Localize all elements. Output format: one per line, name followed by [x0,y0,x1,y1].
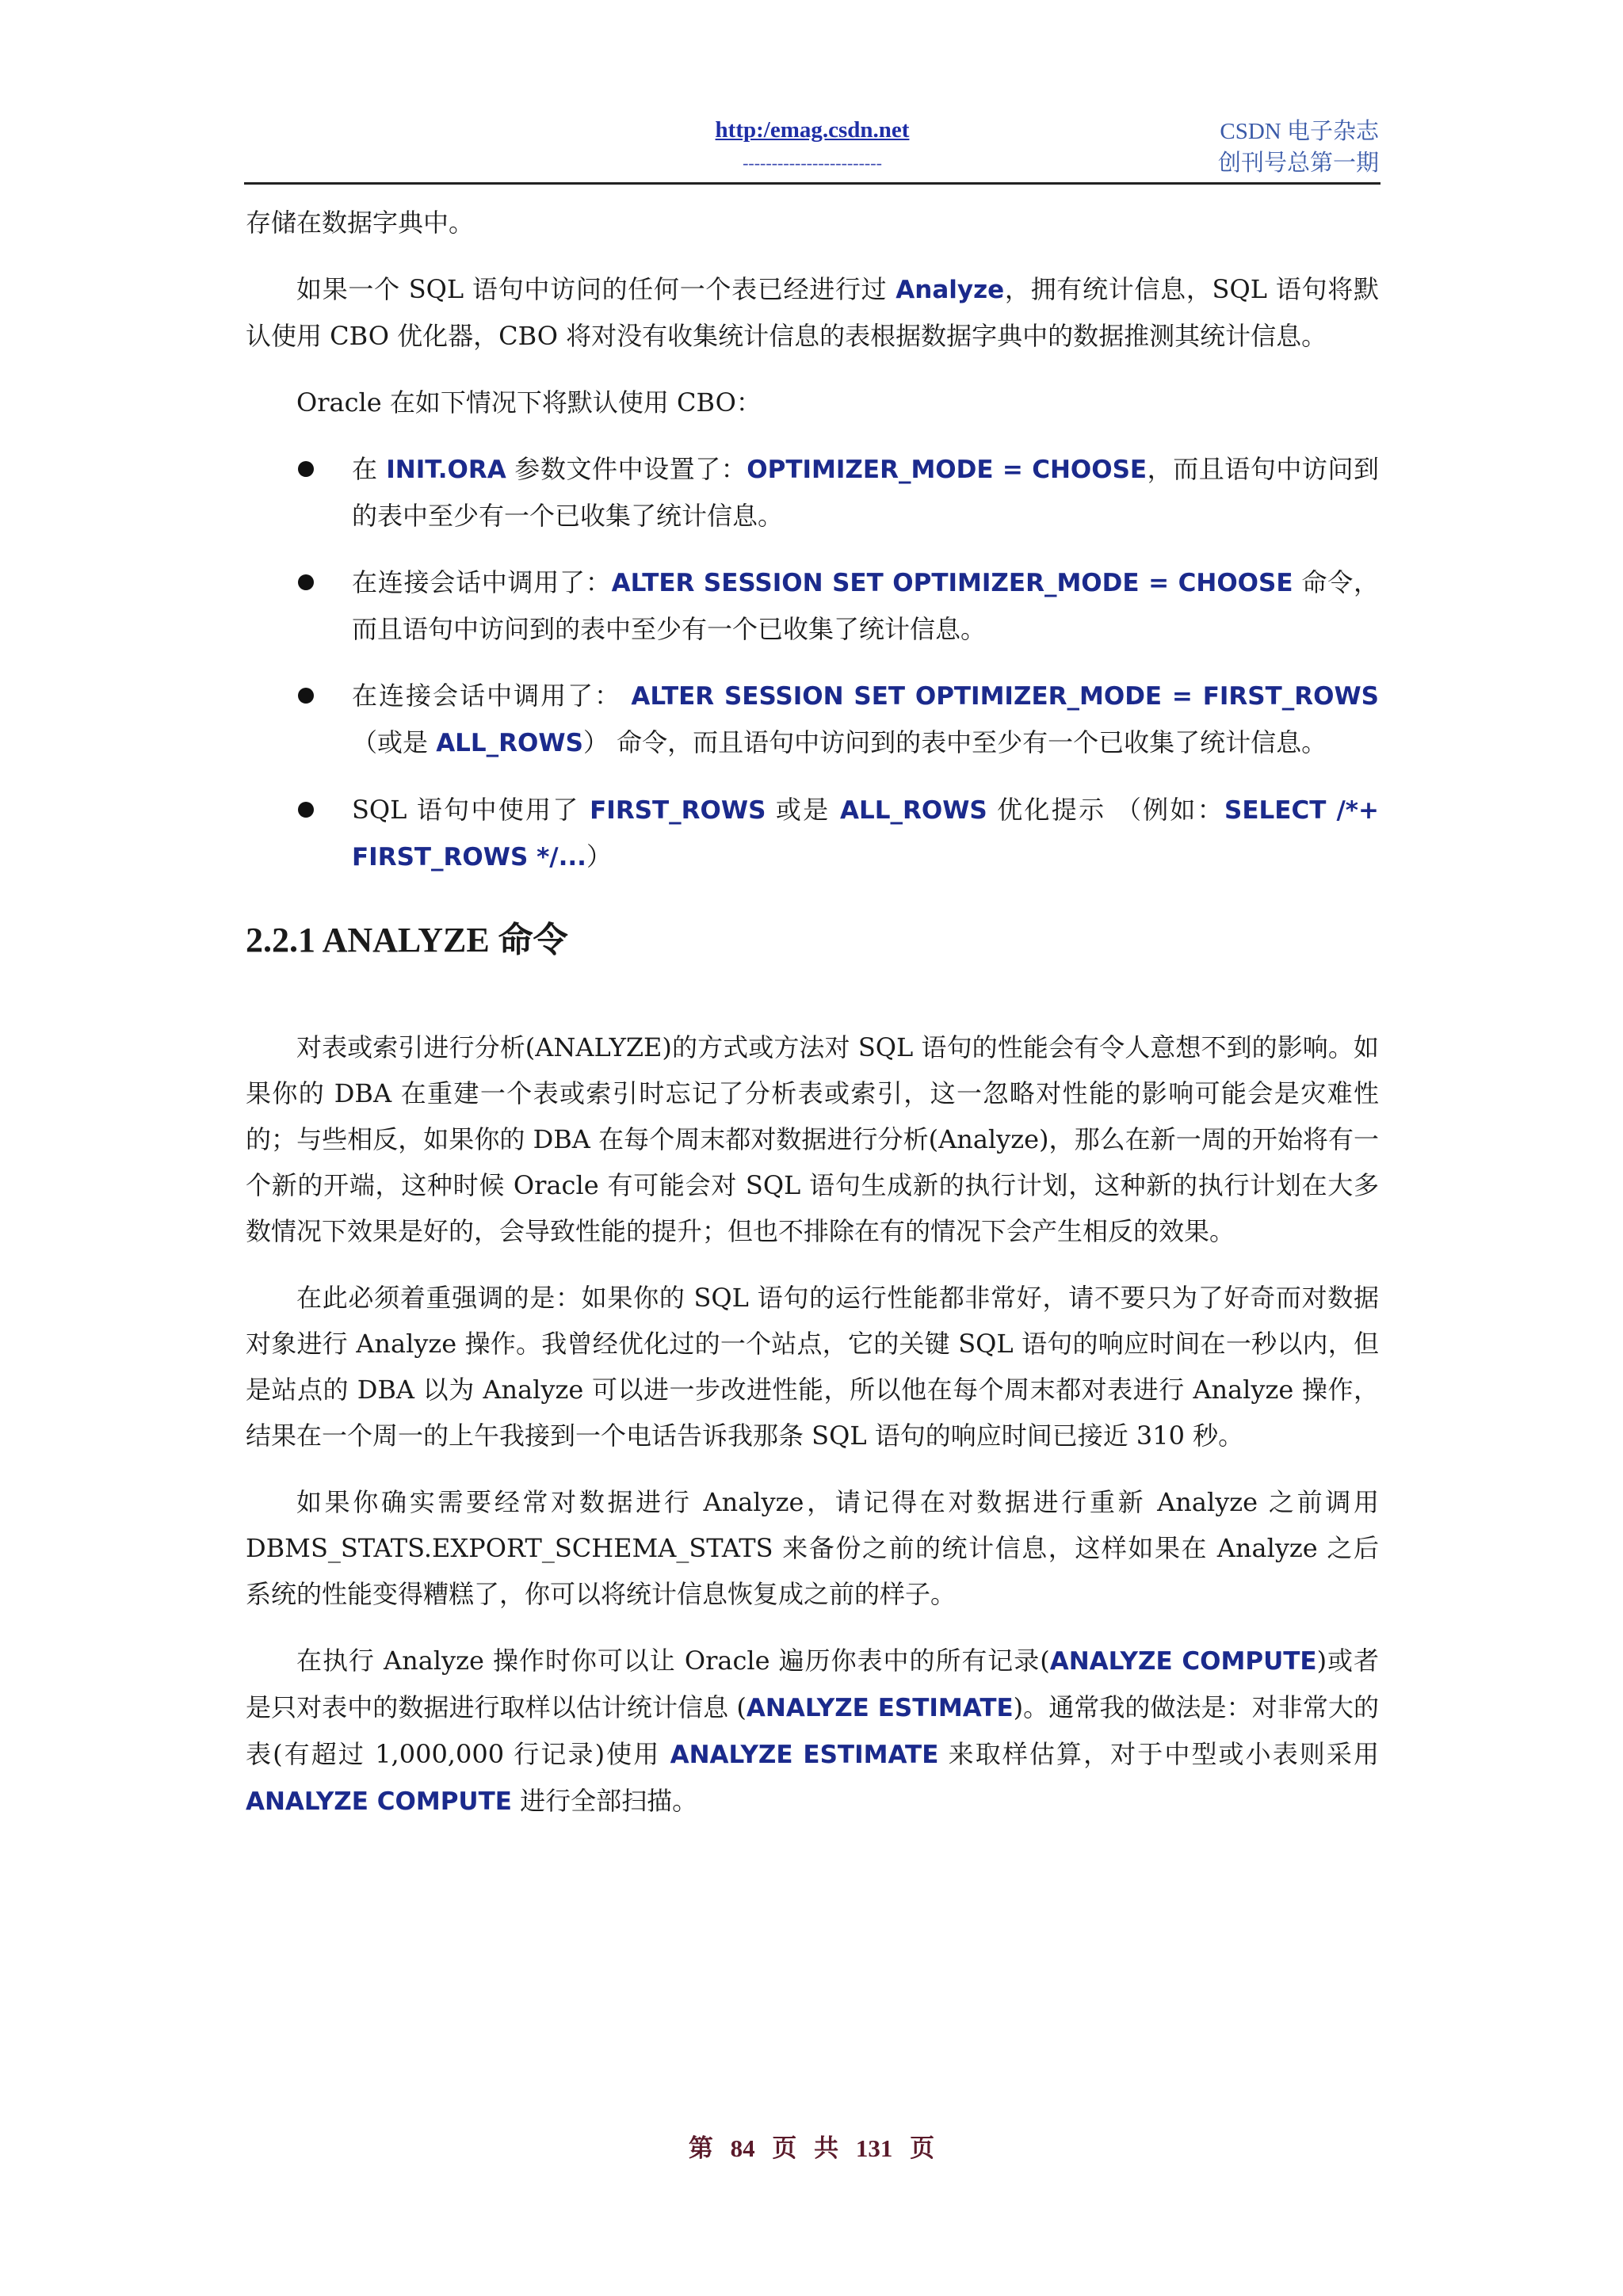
list-item: 在连接会话中调用了： ALTER SESSION SET OPTIMIZER_MODE = FIRST_ROWS（或是 ALL_ROWS） 命令，而且语句中访问到的表中至少有一个已收集了统计信息。 [246,673,1379,766]
paragraph-2: 如果一个 SQL 语句中访问的任何一个表已经进行过 Analyze，拥有统计信息，SQL 语句将默认使用 CBO 优化器，CBO 将对没有收集统计信息的表根据数据字典中的数据推测其统计信息。 [246,274,1379,351]
header-magazine-info [1218,116,1379,179]
bullet-icon [298,574,314,590]
page-content [246,200,1379,1845]
list-item: 在连接会话中调用了：ALTER SESSION SET OPTIMIZER_MODE = CHOOSE 命令，而且语句中访问到的表中至少有一个已收集了统计信息。 [246,559,1379,652]
paragraph-4: 对表或索引进行分析(ANALYZE)的方式或方法对 SQL 语句的性能会有令人意想不到的影响。如果你的 DBA 在重建一个表或索引时忘记了分析表或索引，这一忽略对性能的影响可能会是灾难性的；与些相反，如果你的 DBA 在每个周末都对数据进行分析(Analyze)，那么在新一周的开始将有一个新的开端，这种时候 Oracle 有可能会对 SQL 语句生成新的执行计划，这种新的执行计划在大多数情况下效果是好的，会导致性能的提升；但也不排除在有的情况下会产生相反的效果。 [246,1032,1379,1246]
page-number: 84 [730,2134,755,2162]
header-divider [244,182,1381,185]
paragraph-7: 在执行 Analyze 操作时你可以让 Oracle 遍历你表中的所有记录(ANALYZE COMPUTE)或者是只对表中的数据进行取样以估计统计信息 (ANALYZE ESTIMATE)。通常我的做法是：对非常大的表(有超过 1,000,000 行记录)使用 ANALYZE ESTIMATE 来取样估算，对于中型或小表则采用 ANALYZE COMPUTE 进行全部扫描。 [246,1646,1379,1816]
page-footer: 第 84 页 共 131 页 [688,2134,935,2162]
magazine-title: CSDN 电子杂志 [1220,119,1379,144]
issue-label: 创刊号总第一期 [1217,151,1379,176]
list-item: 在 INIT.ORA 参数文件中设置了：OPTIMIZER_MODE = CHOOSE，而且语句中访问到的表中至少有一个已收集了统计信息。 [246,446,1379,539]
keyword-analyze: Analyze [896,276,1005,304]
section-heading: 2.2.1 ANALYZE 命令 [246,921,568,959]
cbo-conditions-list [246,446,1379,880]
list-item: SQL 语句中使用了 FIRST_ROWS 或是 ALL_ROWS 优化提示 （例如：SELECT /*+ FIRST_ROWS */...） [246,787,1379,880]
header-url-underline: ------------------------ [743,153,882,173]
bullet-icon [298,461,314,477]
header-url-link[interactable]: http:/emag.csdn.net [715,117,910,143]
paragraph-5: 在此必须着重强调的是：如果你的 SQL 语句的运行性能都非常好，请不要只为了好奇而对数据对象进行 Analyze 操作。我曾经优化过的一个站点，它的关键 SQL 语句的响应时间在一秒以内，但是站点的 DBA 以为 Analyze 可以进一步改进性能，所以他在每个周末都对表进行 Analyze 操作，结果在一个周一的上午我接到一个电话告诉我那条 SQL 语句的响应时间已接近 310 秒。 [246,1283,1379,1451]
paragraph-1: 存储在数据字典中。 [246,208,475,238]
paragraph-6: 如果你确实需要经常对数据进行 Analyze，请记得在对数据进行重新 Analyze 之前调用 DBMS_STATS.EXPORT_SCHEMA_STATS 来备份之前的统计信息，这样如果在 Analyze 之后系统的性能变得糟糕了，你可以将统计信息恢复成之前的样子。 [246,1487,1379,1609]
total-pages: 131 [855,2134,893,2162]
bullet-icon [298,688,314,704]
bullet-icon [298,802,314,818]
paragraph-3: Oracle 在如下情况下将默认使用 CBO： [296,387,762,418]
